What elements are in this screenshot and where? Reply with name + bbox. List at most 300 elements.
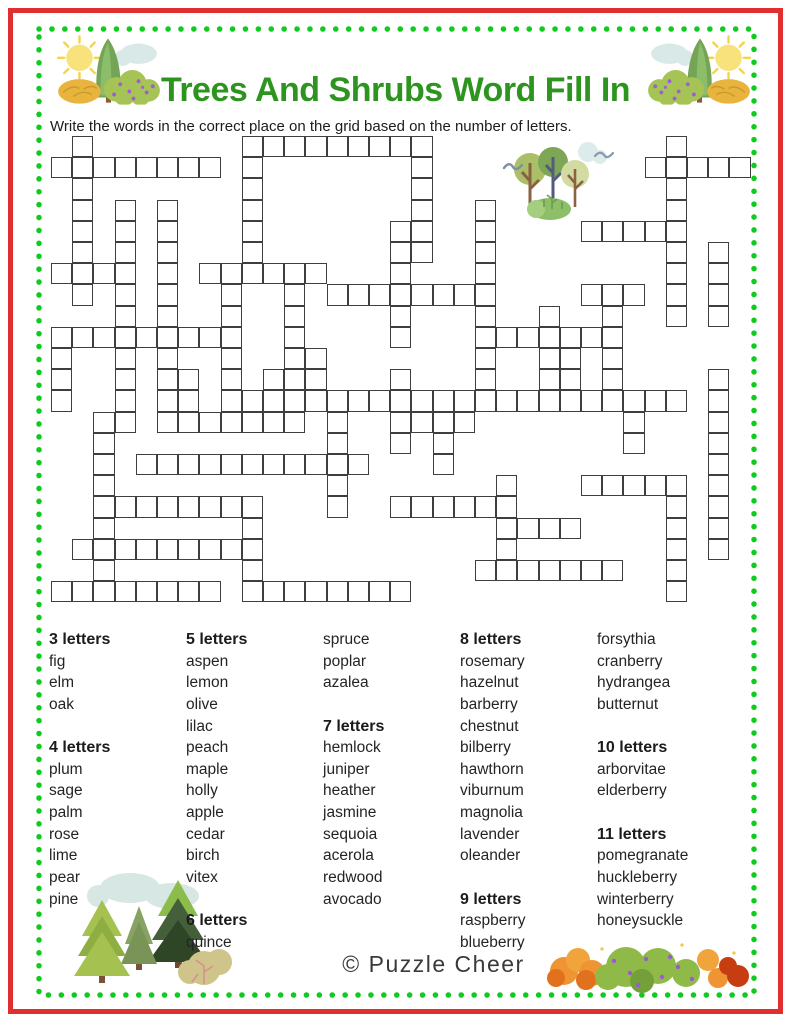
grid-cell[interactable] [136,581,157,602]
grid-cell[interactable] [305,369,326,390]
grid-cell[interactable] [72,157,93,178]
word-item: redwood [323,869,383,887]
grid-cell[interactable] [221,539,242,560]
grid-cell[interactable] [581,327,602,348]
grid-cell[interactable] [93,412,114,433]
grid-cell[interactable] [517,327,538,348]
grid-cell[interactable] [93,433,114,454]
grid-cell[interactable] [157,306,178,327]
grid-cell[interactable] [623,390,644,411]
grid-cell[interactable] [539,369,560,390]
grid-cell[interactable] [433,412,454,433]
grid-cell[interactable] [708,475,729,496]
grid-cell[interactable] [221,390,242,411]
grid-cell[interactable] [602,390,623,411]
grid-cell[interactable] [348,454,369,475]
page-title: Trees And Shrubs Word Fill In [160,70,631,109]
grid-cell[interactable] [178,369,199,390]
grid-cell[interactable] [221,306,242,327]
grid-cell[interactable] [708,306,729,327]
grid-cell[interactable] [72,284,93,305]
grid-cell[interactable] [284,412,305,433]
grid-cell[interactable] [305,581,326,602]
grid-cell[interactable] [666,221,687,242]
grid-cell[interactable] [560,348,581,369]
word-item: avocado [323,890,382,908]
grid-cell[interactable] [390,306,411,327]
word-item: peach [186,739,229,757]
grid-cell[interactable] [221,496,242,517]
grid-cell[interactable] [327,581,348,602]
grid-cell[interactable] [411,136,432,157]
grid-cell[interactable] [708,242,729,263]
grid-cell[interactable] [390,221,411,242]
grid-cell[interactable] [93,581,114,602]
grid-cell[interactable] [221,369,242,390]
grid-cell[interactable] [327,284,348,305]
grid-cell[interactable] [284,390,305,411]
grid-cell[interactable] [666,242,687,263]
grid-cell[interactable] [51,390,72,411]
grid-cell[interactable] [305,348,326,369]
grid-cell[interactable] [327,454,348,475]
grid-cell[interactable] [284,581,305,602]
grid-cell[interactable] [115,327,136,348]
grid-cell[interactable] [115,306,136,327]
grid-cell[interactable] [263,390,284,411]
grid-cell[interactable] [93,475,114,496]
grid-cell[interactable] [157,284,178,305]
grid-cell[interactable] [433,454,454,475]
grid-cell[interactable] [93,496,114,517]
grid-cell[interactable] [284,369,305,390]
grid-cell[interactable] [666,157,687,178]
grid-cell[interactable] [666,136,687,157]
grid-cell[interactable] [666,560,687,581]
grid-cell[interactable] [475,327,496,348]
grid-cell[interactable] [539,327,560,348]
grid-cell[interactable] [390,390,411,411]
grid-cell[interactable] [602,327,623,348]
grid-cell[interactable] [157,496,178,517]
grid-cell[interactable] [157,539,178,560]
grid-cell[interactable] [115,242,136,263]
grid-cell[interactable] [729,157,750,178]
grid-cell[interactable] [242,518,263,539]
grid-cell[interactable] [348,136,369,157]
grid-cell[interactable] [475,306,496,327]
grid-cell[interactable] [157,327,178,348]
grid-cell[interactable] [496,539,517,560]
grid-cell[interactable] [221,327,242,348]
grid-cell[interactable] [115,539,136,560]
grid-cell[interactable] [645,221,666,242]
grid-cell[interactable] [93,157,114,178]
grid-cell[interactable] [708,263,729,284]
grid-cell[interactable] [454,496,475,517]
grid-cell[interactable] [581,475,602,496]
grid-cell[interactable] [115,581,136,602]
grid-cell[interactable] [666,390,687,411]
grid-cell[interactable] [433,433,454,454]
grid-cell[interactable] [390,369,411,390]
grid-cell[interactable] [602,475,623,496]
grid-cell[interactable] [666,581,687,602]
grid-cell[interactable] [242,263,263,284]
grid-cell[interactable] [93,327,114,348]
grid-cell[interactable] [517,390,538,411]
grid-cell[interactable] [178,327,199,348]
grid-cell[interactable] [157,390,178,411]
grid-cell[interactable] [178,454,199,475]
grid-cell[interactable] [623,475,644,496]
grid-cell[interactable] [242,157,263,178]
grid-cell[interactable] [411,284,432,305]
grid-cell[interactable] [284,348,305,369]
grid-cell[interactable] [327,390,348,411]
grid-cell[interactable] [115,157,136,178]
grid-cell[interactable] [666,178,687,199]
grid-cell[interactable] [327,475,348,496]
grid-cell[interactable] [411,412,432,433]
grid-cell[interactable] [475,496,496,517]
grid-cell[interactable] [411,178,432,199]
word-item [597,716,731,738]
grid-cell[interactable] [305,454,326,475]
grid-cell[interactable] [199,496,220,517]
grid-cell[interactable] [602,284,623,305]
grid-cell[interactable] [666,539,687,560]
grid-cell[interactable] [115,221,136,242]
grid-cell[interactable] [708,369,729,390]
grid-cell[interactable] [475,221,496,242]
grid-cell[interactable] [454,390,475,411]
grid-cell[interactable] [199,263,220,284]
grid-cell[interactable] [369,284,390,305]
grid-cell[interactable] [93,263,114,284]
word-item: viburnum [460,782,524,800]
grid-cell[interactable] [369,136,390,157]
grid-cell[interactable] [242,560,263,581]
grid-cell[interactable] [666,284,687,305]
grid-cell[interactable] [581,560,602,581]
grid-cell[interactable] [157,242,178,263]
grid-cell[interactable] [433,390,454,411]
grid-cell[interactable] [708,433,729,454]
grid-cell[interactable] [433,496,454,517]
grid-cell[interactable] [390,496,411,517]
grid-cell[interactable] [369,581,390,602]
grid-cell[interactable] [708,157,729,178]
word-item [186,889,320,911]
word-item: lavender [460,825,520,843]
grid-cell[interactable] [115,412,136,433]
grid-cell[interactable] [560,369,581,390]
grid-cell[interactable] [305,390,326,411]
grid-cell[interactable] [496,390,517,411]
grid-cell[interactable] [475,348,496,369]
grid-cell[interactable] [348,581,369,602]
grid-cell[interactable] [72,263,93,284]
grid-cell[interactable] [284,284,305,305]
word-list-column [323,629,457,910]
grid-cell[interactable] [221,348,242,369]
grid-cell[interactable] [666,263,687,284]
grid-cell[interactable] [390,136,411,157]
grid-cell[interactable] [242,581,263,602]
grid-cell[interactable] [284,306,305,327]
grid-cell[interactable] [93,454,114,475]
grid-cell[interactable] [645,475,666,496]
grid-cell[interactable] [242,412,263,433]
grid-cell[interactable] [708,518,729,539]
grid-cell[interactable] [411,390,432,411]
grid-cell[interactable] [623,284,644,305]
grid-cell[interactable] [475,369,496,390]
grid-cell[interactable] [623,412,644,433]
grid-cell[interactable] [666,306,687,327]
word-item: hawthorn [460,760,524,778]
grid-cell[interactable] [115,369,136,390]
grid-cell[interactable] [72,242,93,263]
grid-cell[interactable] [581,284,602,305]
grid-cell[interactable] [666,496,687,517]
grid-cell[interactable] [602,369,623,390]
grid-cell[interactable] [263,263,284,284]
grid-cell[interactable] [708,390,729,411]
word-group-header: 6 letters [186,912,248,930]
grid-cell[interactable] [157,369,178,390]
grid-cell[interactable] [539,306,560,327]
grid-cell[interactable] [199,412,220,433]
grid-cell[interactable] [327,136,348,157]
grid-cell[interactable] [284,327,305,348]
grid-cell[interactable] [666,518,687,539]
grid-cell[interactable] [199,454,220,475]
grid-cell[interactable] [602,560,623,581]
grid-cell[interactable] [623,433,644,454]
grid-cell[interactable] [72,178,93,199]
grid-cell[interactable] [157,581,178,602]
grid-cell[interactable] [136,454,157,475]
grid-cell[interactable] [242,454,263,475]
grid-cell[interactable] [199,327,220,348]
grid-cell[interactable] [645,157,666,178]
word-group-header: 3 letters [49,631,111,648]
grid-cell[interactable] [72,221,93,242]
word-item: heather [323,782,376,800]
grid-cell[interactable] [539,560,560,581]
grid-cell[interactable] [157,221,178,242]
grid-cell[interactable] [708,454,729,475]
grid-cell[interactable] [623,221,644,242]
grid-cell[interactable] [560,518,581,539]
grid-cell[interactable] [411,496,432,517]
word-list-column [597,629,731,932]
word-item: pear [49,869,81,887]
grid-cell[interactable] [284,454,305,475]
word-group-header: 9 letters [460,890,522,908]
grid-cell[interactable] [560,560,581,581]
grid-cell[interactable] [178,390,199,411]
grid-cell[interactable] [645,390,666,411]
grid-cell[interactable] [708,539,729,560]
grid-cell[interactable] [284,136,305,157]
grid-cell[interactable] [454,412,475,433]
grid-cell[interactable] [51,263,72,284]
grid-cell[interactable] [517,560,538,581]
grid-cell[interactable] [199,539,220,560]
grid-cell[interactable] [581,390,602,411]
forest-trees-illustration [500,137,615,225]
grid-cell[interactable] [242,200,263,221]
grid-cell[interactable] [115,200,136,221]
grid-cell[interactable] [390,327,411,348]
grid-cell[interactable] [305,136,326,157]
grid-cell[interactable] [602,348,623,369]
grid-cell[interactable] [687,157,708,178]
grid-cell[interactable] [199,157,220,178]
grid-cell[interactable] [390,263,411,284]
grid-cell[interactable] [708,496,729,517]
grid-cell[interactable] [390,242,411,263]
grid-cell[interactable] [496,327,517,348]
grid-cell[interactable] [496,475,517,496]
grid-cell[interactable] [157,263,178,284]
grid-cell[interactable] [390,412,411,433]
grid-cell[interactable] [157,454,178,475]
grid-cell[interactable] [560,327,581,348]
grid-cell[interactable] [157,157,178,178]
grid-cell[interactable] [51,348,72,369]
grid-cell[interactable] [221,263,242,284]
grid-cell[interactable] [136,539,157,560]
grid-cell[interactable] [178,412,199,433]
grid-cell[interactable] [72,327,93,348]
grid-cell[interactable] [136,327,157,348]
grid-cell[interactable] [199,581,220,602]
grid-cell[interactable] [560,390,581,411]
grid-cell[interactable] [327,412,348,433]
grid-cell[interactable] [51,581,72,602]
grid-cell[interactable] [348,390,369,411]
grid-cell[interactable] [72,200,93,221]
grid-cell[interactable] [242,390,263,411]
grid-cell[interactable] [178,581,199,602]
grid-cell[interactable] [539,390,560,411]
word-item: palm [49,804,83,822]
grid-cell[interactable] [475,200,496,221]
grid-cell[interactable] [411,200,432,221]
grid-cell[interactable] [242,178,263,199]
grid-cell[interactable] [666,475,687,496]
grid-cell[interactable] [284,263,305,284]
grid-cell[interactable] [178,496,199,517]
grid-cell[interactable] [475,284,496,305]
grid-cell[interactable] [72,581,93,602]
grid-cell[interactable] [72,136,93,157]
grid-cell[interactable] [263,581,284,602]
grid-cell[interactable] [115,496,136,517]
grid-cell[interactable] [475,242,496,263]
grid-cell[interactable] [327,496,348,517]
grid-cell[interactable] [496,496,517,517]
grid-cell[interactable] [602,306,623,327]
grid-cell[interactable] [263,369,284,390]
grid-cell[interactable] [496,560,517,581]
grid-cell[interactable] [539,348,560,369]
grid-cell[interactable] [242,539,263,560]
word-item: acerola [323,847,374,865]
grid-cell[interactable] [221,412,242,433]
grid-cell[interactable] [327,433,348,454]
grid-cell[interactable] [157,348,178,369]
grid-cell[interactable] [72,539,93,560]
grid-cell[interactable] [305,263,326,284]
grid-cell[interactable] [348,284,369,305]
grid-cell[interactable] [221,454,242,475]
grid-cell[interactable] [242,221,263,242]
grid-cell[interactable] [496,518,517,539]
grid-cell[interactable] [51,157,72,178]
word-item: sage [49,782,83,800]
grid-cell[interactable] [708,412,729,433]
grid-cell[interactable] [115,348,136,369]
grid-cell[interactable] [51,327,72,348]
grid-cell[interactable] [369,390,390,411]
grid-cell[interactable] [517,518,538,539]
grid-cell[interactable] [242,242,263,263]
grid-cell[interactable] [454,284,475,305]
grid-cell[interactable] [115,390,136,411]
grid-cell[interactable] [136,496,157,517]
grid-cell[interactable] [157,412,178,433]
word-item: magnolia [460,804,523,822]
grid-cell[interactable] [390,433,411,454]
grid-cell[interactable] [136,157,157,178]
grid-cell[interactable] [157,200,178,221]
grid-cell[interactable] [178,157,199,178]
grid-cell[interactable] [433,284,454,305]
grid-cell[interactable] [115,263,136,284]
grid-cell[interactable] [708,284,729,305]
grid-cell[interactable] [93,539,114,560]
grid-cell[interactable] [411,221,432,242]
grid-cell[interactable] [221,284,242,305]
grid-cell[interactable] [178,539,199,560]
grid-cell[interactable] [263,412,284,433]
grid-cell[interactable] [263,136,284,157]
grid-cell[interactable] [390,581,411,602]
grid-cell[interactable] [390,284,411,305]
word-item: spruce [323,631,370,648]
grid-cell[interactable] [93,518,114,539]
word-item: elderberry [597,782,667,800]
grid-cell[interactable] [475,560,496,581]
grid-cell[interactable] [242,496,263,517]
grid-cell[interactable] [411,157,432,178]
grid-cell[interactable] [411,242,432,263]
grid-cell[interactable] [263,454,284,475]
grid-cell[interactable] [475,390,496,411]
grid-cell[interactable] [242,136,263,157]
grid-cell[interactable] [93,560,114,581]
grid-cell[interactable] [115,284,136,305]
grid-cell[interactable] [51,369,72,390]
grid-cell[interactable] [539,518,560,539]
grid-cell[interactable] [666,200,687,221]
grid-cell[interactable] [475,263,496,284]
